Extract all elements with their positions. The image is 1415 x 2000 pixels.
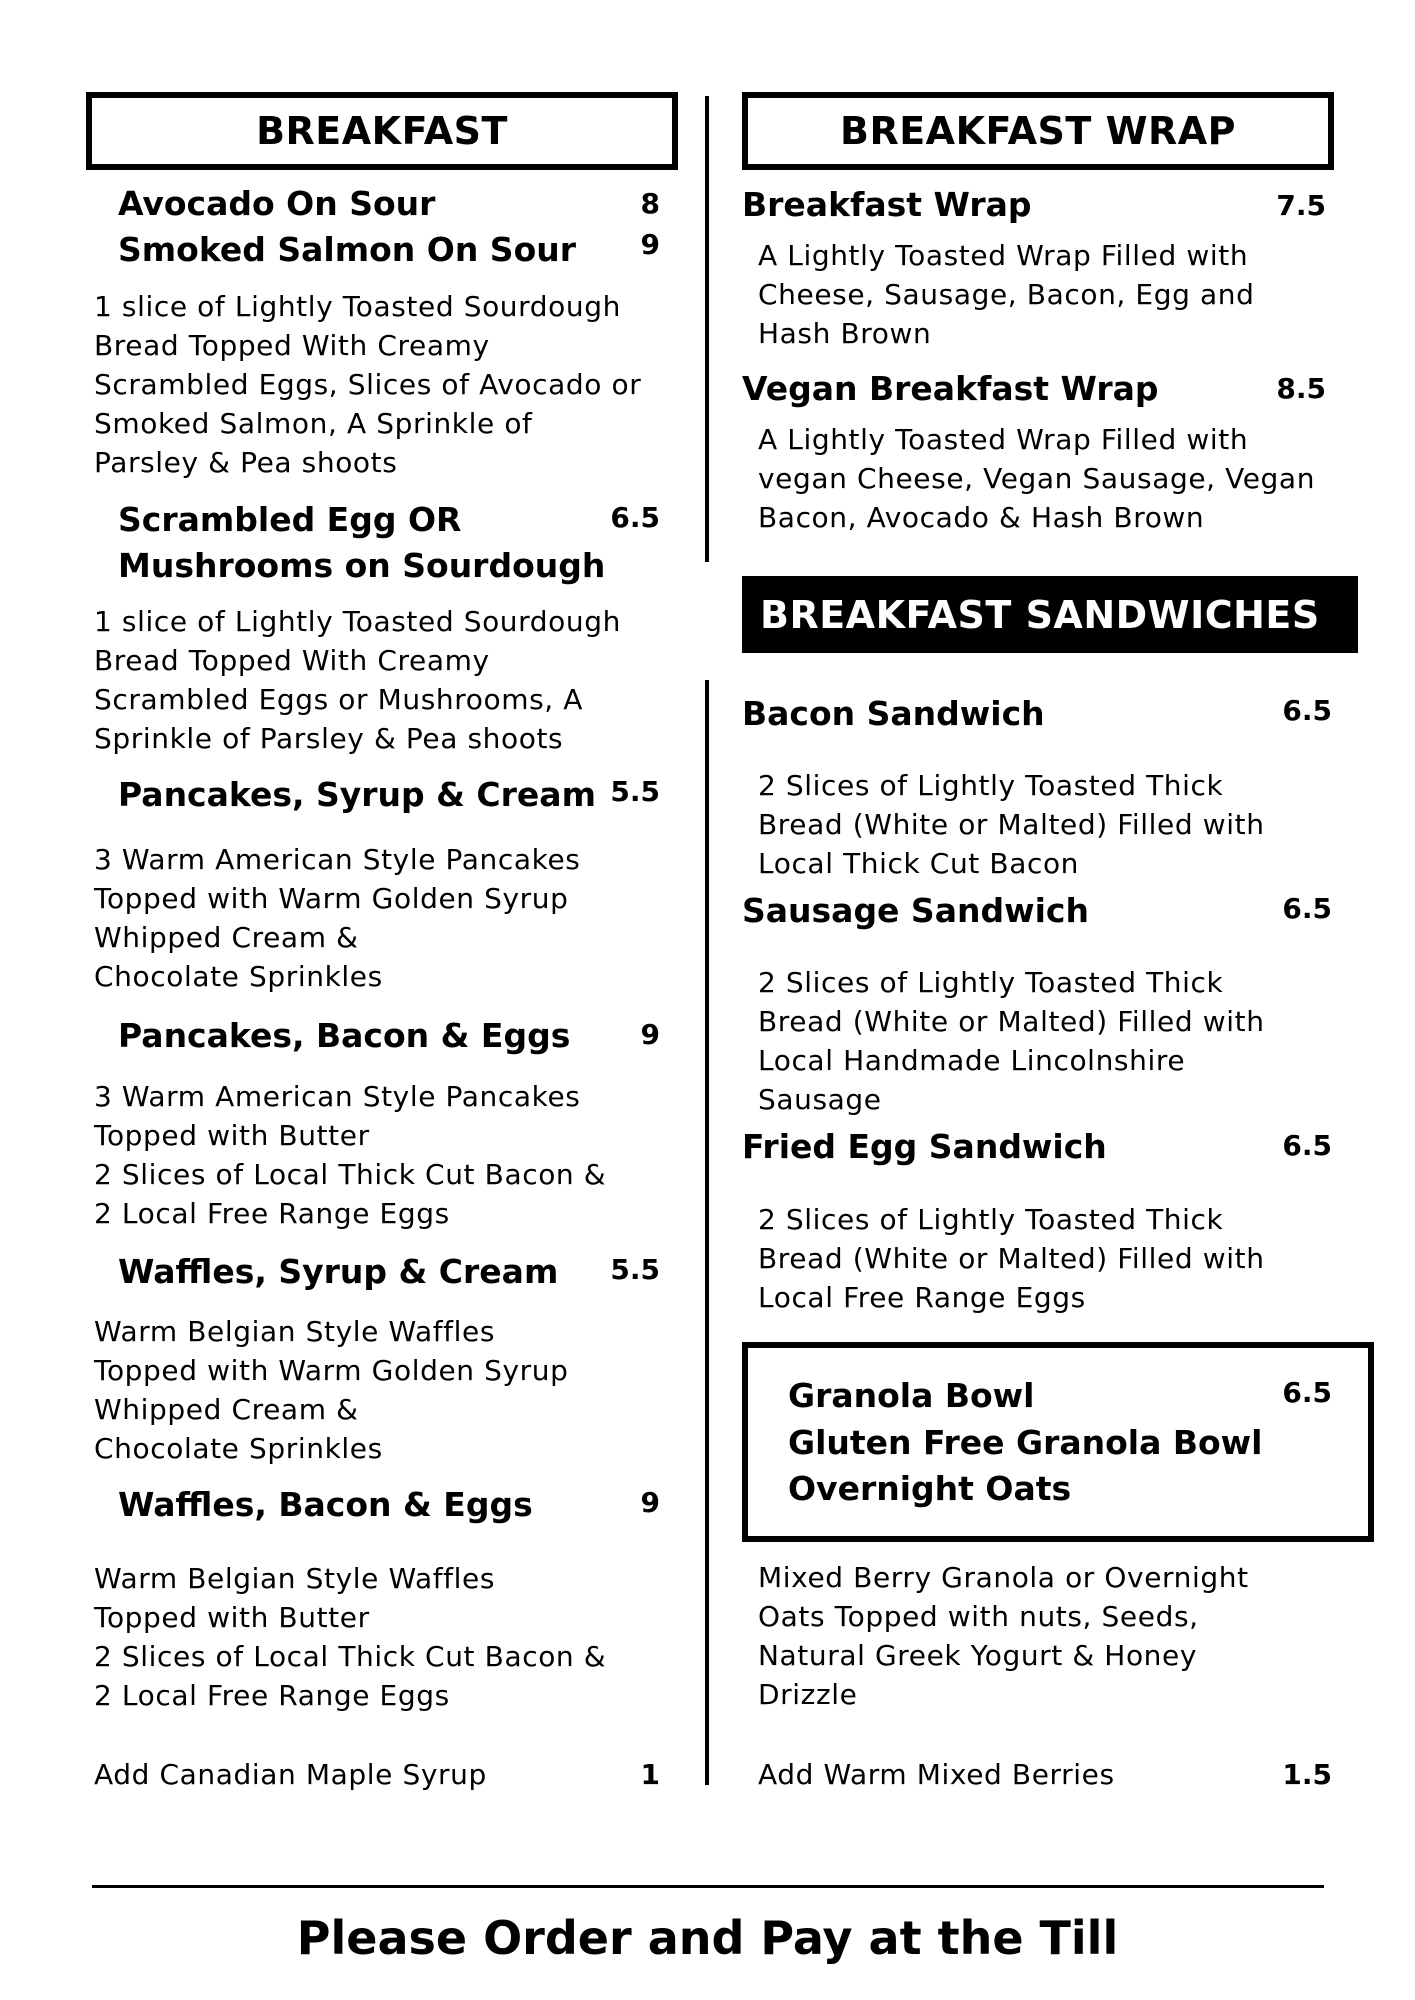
item-desc-sausage-sandwich: 2 Slices of Lightly Toasted Thick Bread (White or Malted) Filled with Local Handmade Lincolnshire Sausage	[758, 966, 1265, 1116]
item-desc-waffles-bacon: Warm Belgian Style Waffles Topped with Butter 2 Slices of Local Thick Cut Bacon & 2 Local Free Range Eggs	[94, 1562, 607, 1712]
item-name-bacon-sandwich: Bacon Sandwich	[742, 694, 1045, 733]
item-name-waffles-bacon: Waffles, Bacon & Eggs	[118, 1485, 533, 1524]
item-name-breakfast-wrap: Breakfast Wrap	[742, 185, 1032, 224]
item-desc-bacon-sandwich: 2 Slices of Lightly Toasted Thick Bread (White or Malted) Filled with Local Thick Cut Bacon	[758, 769, 1265, 880]
item-price-fried-egg-sandwich: 6.5	[1282, 1129, 1332, 1162]
item-price-granola: 6.5	[1282, 1376, 1332, 1409]
addon-maple-syrup: Add Canadian Maple Syrup	[94, 1758, 487, 1791]
column-divider-top	[705, 96, 709, 562]
item-price-scrambled-egg: 6.5	[610, 501, 660, 534]
addon-mixed-berries: Add Warm Mixed Berries	[758, 1758, 1115, 1791]
item-desc-fried-egg-sandwich: 2 Slices of Lightly Toasted Thick Bread (White or Malted) Filled with Local Free Range Eggs	[758, 1203, 1265, 1314]
item-desc-vegan-wrap: A Lightly Toasted Wrap Filled with vegan Cheese, Vegan Sausage, Vegan Bacon, Avocado & Hash Brown	[758, 423, 1316, 534]
item-desc-sourdough: 1 slice of Lightly Toasted Sourdough Bread Topped With Creamy Scrambled Eggs, Slices of Avocado or Smoked Salmon, A Sprinkle of Parsley & Pea shoots	[94, 290, 642, 479]
item-name-gluten-free-granola: Gluten Free Granola Bowl	[788, 1423, 1263, 1462]
item-name-pancakes-bacon: Pancakes, Bacon & Eggs	[118, 1016, 571, 1055]
item-price-bacon-sandwich: 6.5	[1282, 694, 1332, 727]
item-name-vegan-wrap: Vegan Breakfast Wrap	[742, 369, 1159, 408]
breakfast-title: BREAKFAST	[86, 92, 678, 170]
item-price-pancakes-bacon: 9	[640, 1018, 660, 1051]
item-name-fried-egg-sandwich: Fried Egg Sandwich	[742, 1127, 1107, 1166]
item-desc-waffles-syrup: Warm Belgian Style Waffles Topped with Warm Golden Syrup Whipped Cream & Chocolate Sprinkles	[94, 1315, 569, 1465]
item-name-pancakes-syrup: Pancakes, Syrup & Cream	[118, 775, 596, 814]
item-name-mushrooms: Mushrooms on Sourdough	[118, 546, 606, 585]
item-price-vegan-wrap: 8.5	[1276, 372, 1326, 405]
item-price-sausage-sandwich: 6.5	[1282, 892, 1332, 925]
item-name-waffles-syrup: Waffles, Syrup & Cream	[118, 1252, 559, 1291]
item-desc-pancakes-syrup: 3 Warm American Style Pancakes Topped with Warm Golden Syrup Whipped Cream & Chocolate Sprinkles	[94, 843, 581, 993]
item-price-waffles-syrup: 5.5	[610, 1253, 660, 1286]
item-price-pancakes-syrup: 5.5	[610, 775, 660, 808]
item-price-breakfast-wrap: 7.5	[1276, 189, 1326, 222]
item-price-avocado: 8	[640, 187, 660, 220]
item-name-overnight-oats: Overnight Oats	[788, 1469, 1072, 1508]
breakfast-wrap-title: BREAKFAST WRAP	[742, 92, 1334, 170]
addon-mixed-berries-price: 1.5	[1282, 1758, 1332, 1791]
breakfast-sandwiches-title: BREAKFAST SANDWICHES	[742, 576, 1358, 653]
item-name-avocado: Avocado On Sour	[118, 184, 436, 223]
item-desc-scrambled-egg: 1 slice of Lightly Toasted Sourdough Bread Topped With Creamy Scrambled Eggs or Mushrooms, A Sprinkle of Parsley & Pea shoots	[94, 605, 621, 755]
footer-divider	[92, 1885, 1324, 1888]
addon-maple-syrup-price: 1	[640, 1758, 660, 1791]
column-divider-bottom	[705, 680, 709, 1785]
item-price-waffles-bacon: 9	[640, 1486, 660, 1519]
item-desc-breakfast-wrap: A Lightly Toasted Wrap Filled with Cheese, Sausage, Bacon, Egg and Hash Brown	[758, 239, 1255, 350]
footer-text: Please Order and Pay at the Till	[296, 1911, 1119, 1965]
item-name-granola-bowl: Granola Bowl	[788, 1376, 1035, 1415]
item-price-smoked-salmon: 9	[640, 228, 660, 261]
item-name-sausage-sandwich: Sausage Sandwich	[742, 891, 1089, 930]
item-desc-granola: Mixed Berry Granola or Overnight Oats Topped with nuts, Seeds, Natural Greek Yogurt & Honey Drizzle	[758, 1561, 1249, 1711]
item-name-smoked-salmon: Smoked Salmon On Sour	[118, 230, 577, 269]
item-name-scrambled-egg: Scrambled Egg OR	[118, 500, 462, 539]
item-desc-pancakes-bacon: 3 Warm American Style Pancakes Topped with Butter 2 Slices of Local Thick Cut Bacon & 2 Local Free Range Eggs	[94, 1080, 607, 1230]
